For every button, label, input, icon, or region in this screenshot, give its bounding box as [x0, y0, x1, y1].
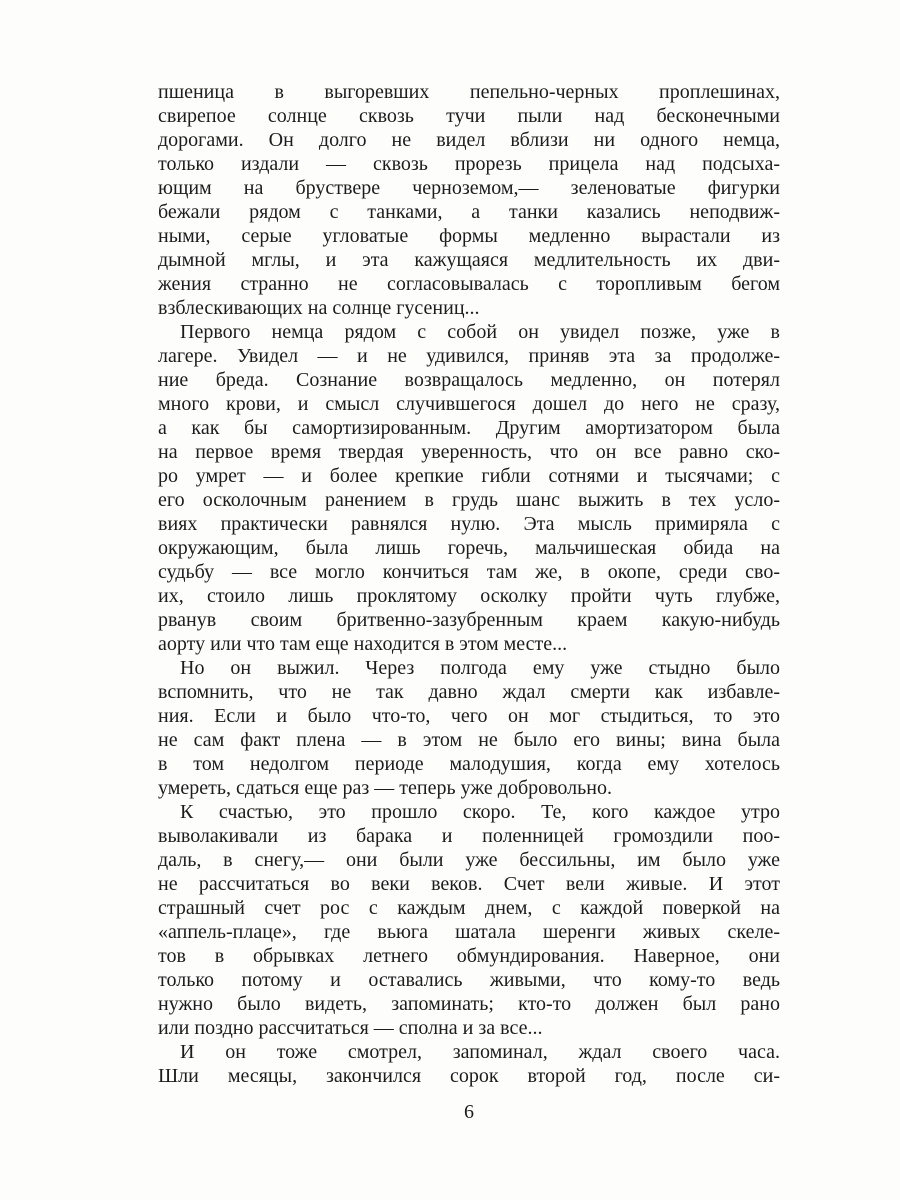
text-line: на первое время твердая уверенность, что он все равно ско-: [158, 441, 780, 463]
text-line: виях практически равнялся нулю. Эта мысль примиряла с: [158, 513, 780, 535]
text-line: не сам факт плена — в этом не было его вины; вина была: [158, 729, 780, 751]
text-line: Первого немца рядом с собой он увидел позже, уже в: [180, 321, 780, 343]
text-line: в том недолгом периоде малодушия, когда ему хотелось: [158, 753, 780, 775]
text-line: вспомнить, что не так давно ждал смерти как избавле-: [158, 681, 780, 703]
text-line: бежали рядом с танками, а танки казались неподвиж-: [158, 201, 780, 223]
text-line: только потому и оставались живыми, что кому-то ведь: [158, 969, 780, 991]
text-line: их, стоило лишь проклятому осколку пройти чуть глубже,: [158, 585, 780, 607]
text-line: рванув своим бритвенно-зазубренным краем какую-нибудь: [158, 609, 780, 631]
text-line: много крови, и смысл случившегося дошел до него не сразу,: [158, 393, 780, 415]
text-line: ние бреда. Сознание возвращалось медленно, он потерял: [158, 369, 780, 391]
text-line: свирепое солнце сквозь тучи пыли над бесконечными: [158, 105, 780, 127]
text-line: умереть, сдаться еще раз — теперь уже добровольно.: [158, 777, 612, 799]
text-line: аорту или что там еще находится в этом месте...: [158, 633, 568, 655]
text-line: взблескивающих на солнце гусениц...: [158, 297, 480, 319]
text-line: Шли месяцы, закончился сорок второй год, после си-: [158, 1065, 780, 1087]
text-line: пшеница в выгоревших пепельно-черных проплешинах,: [158, 81, 780, 103]
text-line: дорогами. Он долго не видел вблизи ни одного немца,: [158, 129, 780, 151]
text-line: жения странно не согласовывалась с торопливым бегом: [158, 273, 780, 295]
text-line: судьбу — все могло кончиться там же, в окопе, среди сво-: [158, 561, 780, 583]
text-line: ющим на бруствере черноземом,— зеленоватые фигурки: [158, 177, 780, 199]
text-line: «аппель-плаце», где вьюга шатала шеренги живых скеле-: [158, 921, 780, 943]
text-block: [158, 80, 780, 1088]
text-line: а как бы самортизированным. Другим амортизатором была: [158, 417, 780, 439]
text-line: или поздно рассчитаться — сполна и за все...: [158, 1017, 543, 1039]
text-line: К счастью, это прошло скоро. Те, кого каждое утро: [180, 801, 780, 823]
text-line: Но он выжил. Через полгода ему уже стыдно было: [180, 657, 780, 679]
text-line: страшный счет рос с каждым днем, с каждой поверкой на: [158, 897, 780, 919]
text-line: его осколочным ранением в грудь шанс выжить в тех усло-: [158, 489, 780, 511]
text-line: выволакивали из барака и поленницей громоздили поо-: [158, 825, 780, 847]
text-line: тов в обрывках летнего обмундирования. Наверное, они: [158, 945, 780, 967]
text-line: ро умрет — и более крепкие гибли сотнями и тысячами; с: [158, 465, 780, 487]
text-line: только издали — сквозь прорезь прицела над подсыха-: [158, 153, 780, 175]
text-line: И он тоже смотрел, запоминал, ждал своего часа.: [180, 1041, 780, 1063]
page-number: 6: [464, 1101, 474, 1123]
text-line: даль, в снегу,— они были уже бессильны, им было уже: [158, 849, 780, 871]
text-line: не рассчитаться во веки веков. Счет вели живые. И этот: [158, 873, 780, 895]
text-line: нужно было видеть, запоминать; кто-то должен был рано: [158, 993, 780, 1015]
text-line: ния. Если и было что-то, чего он мог стыдиться, то это: [158, 705, 780, 727]
text-line: лагере. Увидел — и не удивился, приняв эта за продолже-: [158, 345, 780, 367]
text-line: ными, серые угловатые формы медленно вырастали из: [158, 225, 780, 247]
text-line: окружающим, была лишь горечь, мальчишеская обида на: [158, 537, 780, 559]
text-line: дымной мглы, и эта кажущаяся медлительность их дви-: [158, 249, 780, 271]
